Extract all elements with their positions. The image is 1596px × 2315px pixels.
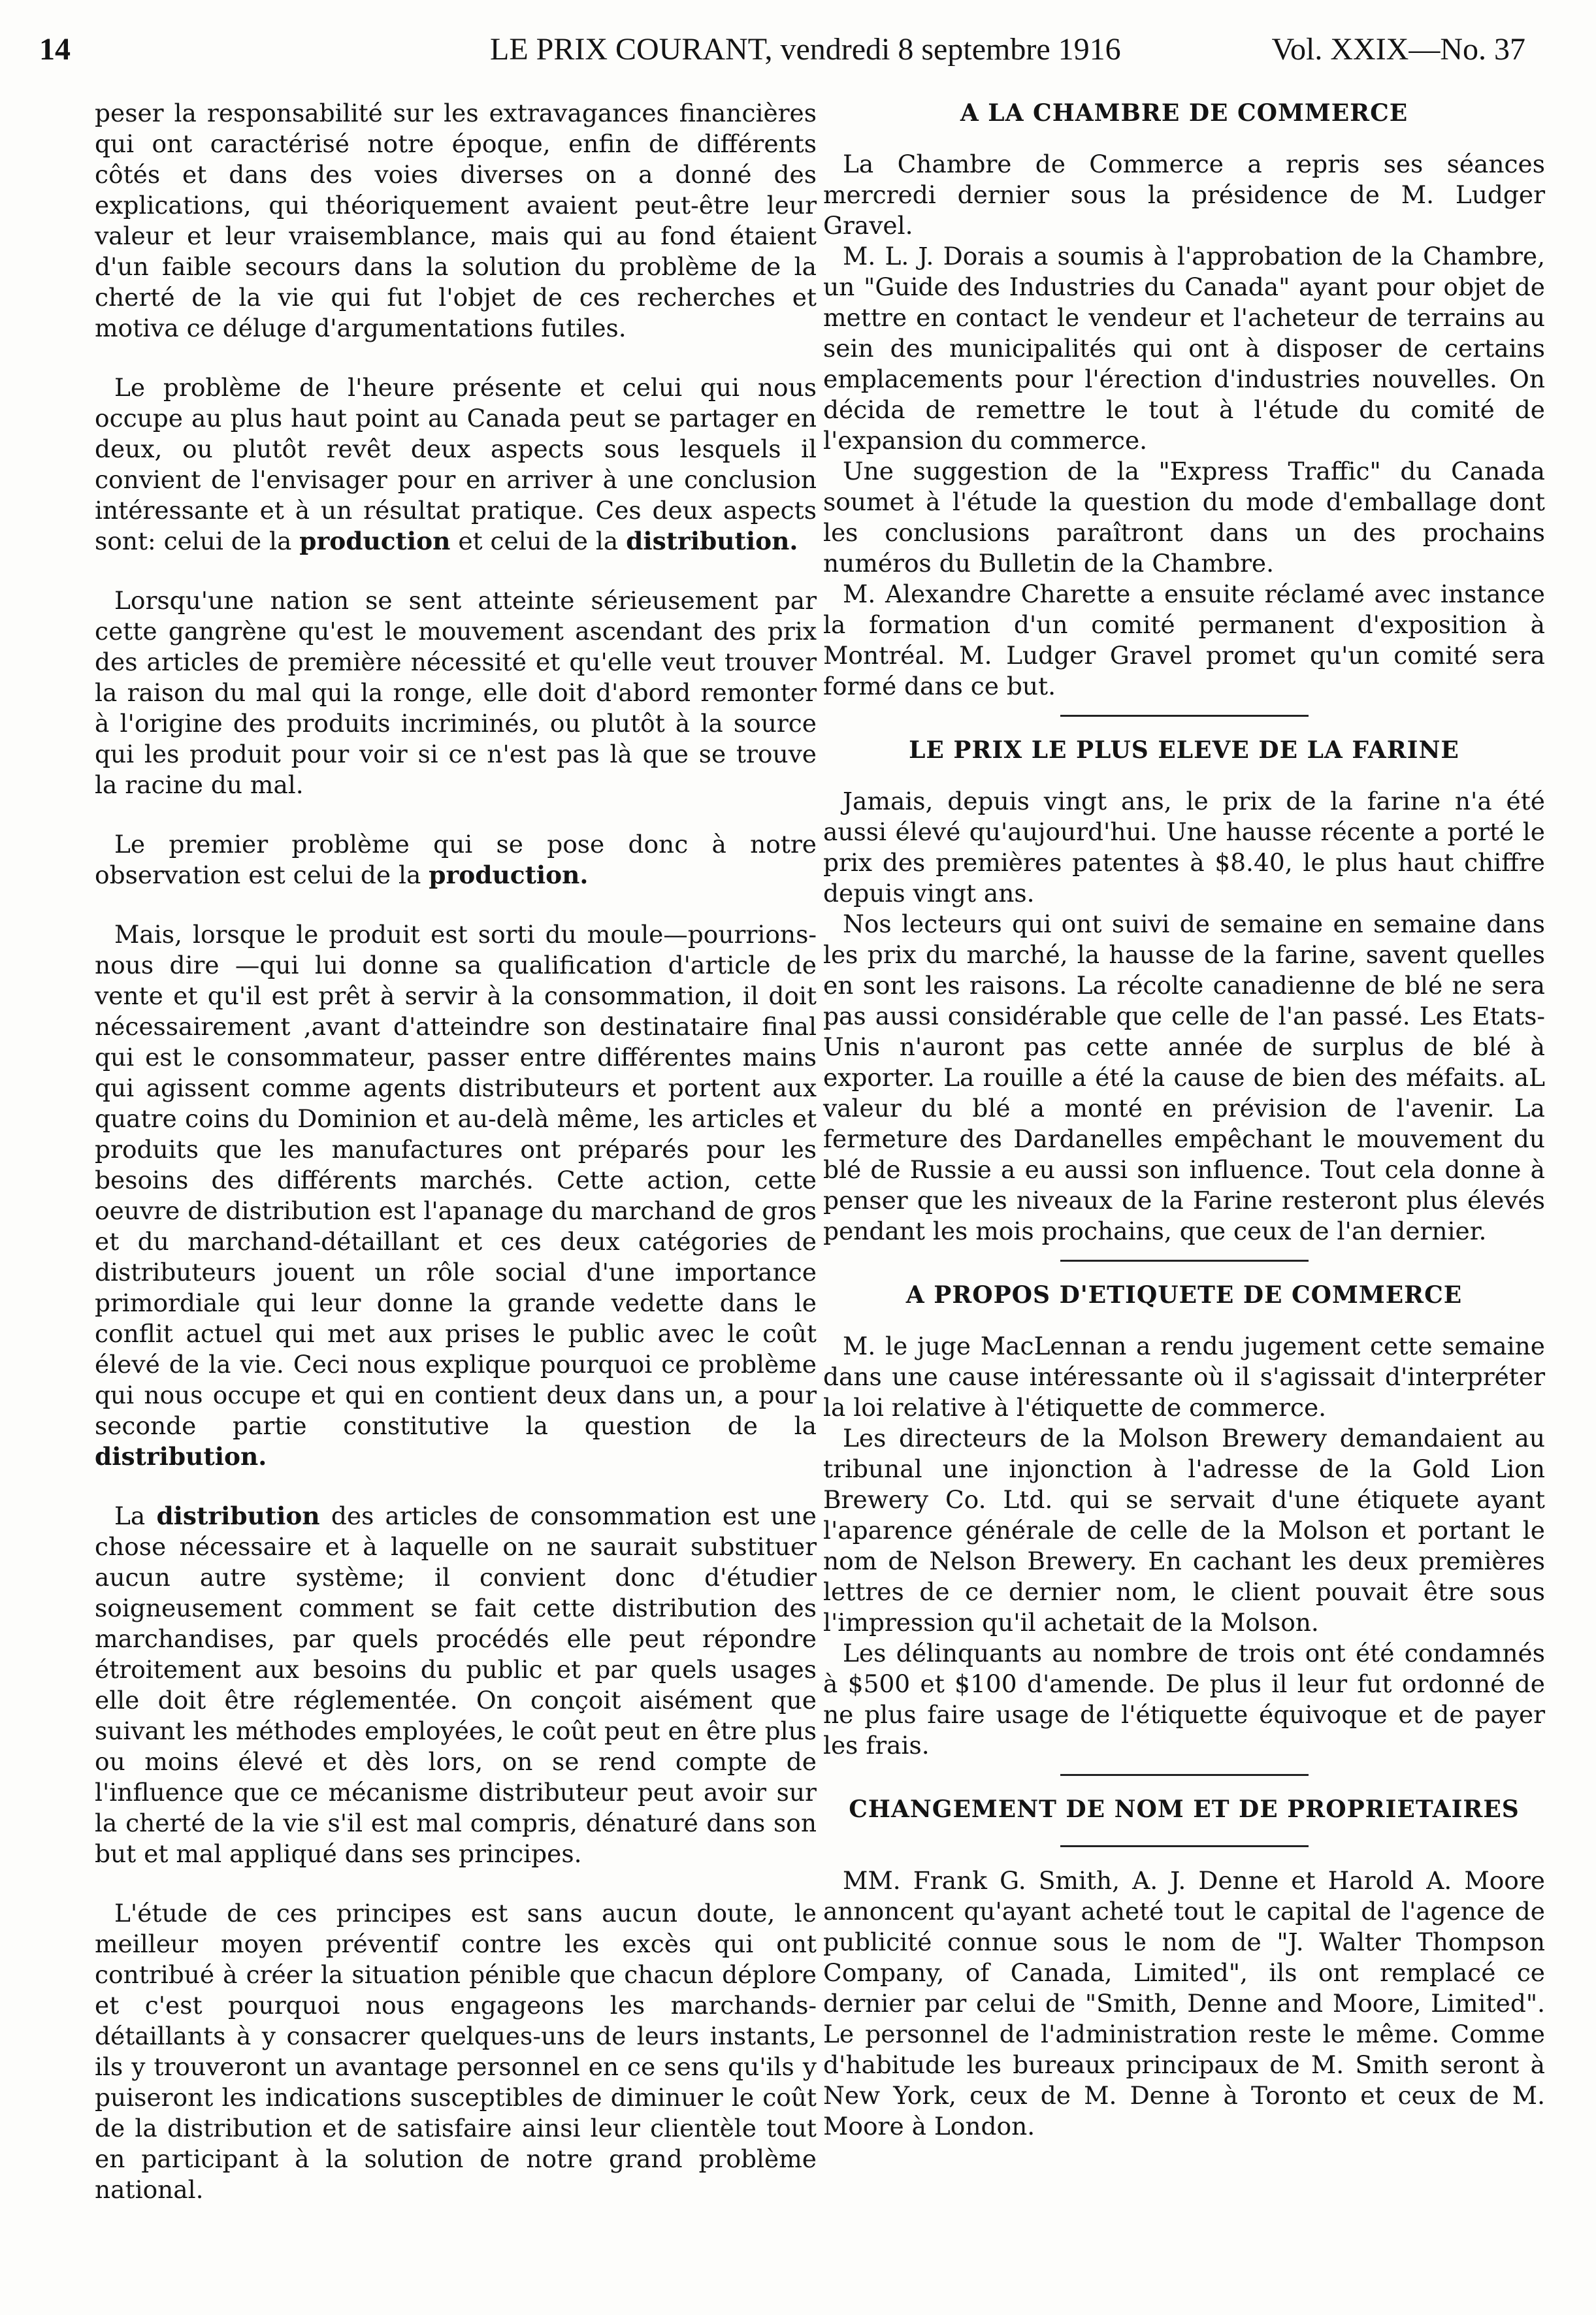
article-paragraph: Le premier problème qui se pose donc à notre observation est celui de la production. — [95, 830, 817, 889]
section-divider — [1060, 1260, 1309, 1262]
article-paragraph: Jamais, depuis vingt ans, le prix de la farine n'a été aussi élevé qu'aujourd'hui. Une hausse récente a porté le prix des premières patentes à $8.40, le plus haut chiffre depuis vingt ans. — [823, 787, 1545, 908]
article-paragraph: La Chambre de Commerce a repris ses séances mercredi dernier sous la présidence de M. Ludger Gravel. — [823, 150, 1545, 240]
section-divider — [1060, 715, 1309, 717]
article-paragraph: MM. Frank G. Smith, A. J. Denne et Harold A. Moore annoncent qu'ayant acheté tout le capital de l'agence de publicité connue sous le nom de "J. Walter Thompson Company, of Canada, Limited", ils ont remplacé ce dernier par celui de "Smith, Denne and Moore, Limited". Le personnel de l'administration reste le même. Comme d'habitude les bureaux principaux de M. Smith seront à New York, ceux de M. Denne à Toronto et ceux de M. Moore à London. — [823, 1866, 1545, 2141]
section-title: A PROPOS D'ETIQUETE DE COMMERCE — [905, 1281, 1463, 1309]
title-underline — [1060, 1845, 1309, 1847]
volume-number: Vol. XXIX—No. 37 — [1271, 32, 1525, 67]
article-paragraph: Mais, lorsque le produit est sorti du moule—pourrions-nous dire —qui lui donne sa qualification d'article de vente et qu'il est prêt à servir à la consommation, il doit nécessairement ,avant d'atteindre son destinataire final qui est le consommateur, passer entre différentes mains qui agissent comme agents distributeurs et portent aux quatre coins du Dominion et au-delà même, les articles et produits que les manufactures ont préparés pour les besoins des différents marchés. Cette action, cette oeuvre de distribution est l'apanage du marchand de gros et du marchand-détaillant et ces deux catégories de distributeurs jouent un rôle social d'une importance primordiale qui leur donne la grande vedette dans le conflit actuel qui met aux prises le public avec le coût élevé de la vie. Ceci nous explique pourquoi ce problème qui nous occupe et qui en contient deux dans un, a pour seconde partie constitutive la question de la distribution. — [95, 920, 817, 1471]
page-number: 14 — [39, 32, 71, 67]
article-paragraph: Une suggestion de la "Express Traffic" du Canada soumet à l'étude la question du mode d'emballage dont les conclusions paraîtront dans un des prochains numéros du Bulletin de la Chambre. — [823, 457, 1545, 578]
article-paragraph: M. L. J. Dorais a soumis à l'approbation de la Chambre, un "Guide des Industries du Canada" ayant pour objet de mettre en contact le vendeur et l'acheteur de terrains au sein des municipalités qui ont à disposer de certains emplacements pour l'érection d'industries nouvelles. On décida de remettre le tout à l'étude du comité de l'expansion du commerce. — [823, 242, 1545, 455]
section-divider — [1060, 1774, 1309, 1776]
article-paragraph: M. le juge MacLennan a rendu jugement cette semaine dans une cause intéressante où il s'agissait d'interpréter la loi relative à l'étiquette de commerce. — [823, 1332, 1545, 1422]
section-title: LE PRIX LE PLUS ELEVE DE LA FARINE — [909, 736, 1459, 764]
section-title: CHANGEMENT DE NOM ET DE PROPRIETAIRES — [849, 1796, 1520, 1823]
article-paragraph: Les délinquants au nombre de trois ont été condamnés à $500 et $100 d'amende. De plus il leur fut ordonné de ne plus faire usage de l'étiquette équivoque et de payer les frais. — [823, 1639, 1545, 1760]
section-changement-nom — [823, 1794, 1545, 2142]
article-paragraph: La distribution des articles de consommation est une chose nécessaire et à laquelle on ne saurait substituer aucun autre système; il convient donc d'étudier soigneusement comment se fait cette distribution des marchandises, par quels procédés elle peut répondre étroitement aux besoins du public et par quels usages elle doit être réglementée. On conçoit aisément que suivant les méthodes employées, le coût peut en être plus ou moins élevé et dès lors, on se rend compte de l'influence que ce mécanisme distributeur peut avoir sur la cherté de la vie s'il est mal compris, dénaturé dans son but et mal appliqué dans ses principes. — [95, 1502, 817, 1868]
section-chambre-commerce — [823, 98, 1545, 702]
section-etiquete-commerce — [823, 1280, 1545, 1761]
article-paragraph: Lorsqu'une nation se sent atteinte sérieusement par cette gangrène qu'est le mouvement ascendant des prix des articles de première nécessité et qu'elle veut trouver la raison du mal qui la ronge, elle doit d'abord remonter à l'origine des produits incriminés, ou plutôt à la source qui les produit pour voir si ce n'est pas là que se trouve la racine du mal. — [95, 586, 817, 799]
article-paragraph: Le problème de l'heure présente et celui qui nous occupe au plus haut point au Canada peut se partager en deux, ou plutôt revêt deux aspects sous lesquels il convient de l'envisager pour en arriver à une conclusion intéressante et à un résultat pratique. Ces deux aspects sont: celui de la production et celui de la distribution. — [95, 373, 817, 555]
right-column — [823, 98, 1545, 2155]
section-prix-farine — [823, 735, 1545, 1247]
article-paragraph: M. Alexandre Charette a ensuite réclamé avec instance la formation d'un comité permanent d'exposition à Montréal. M. Ludger Gravel promet qu'un comité sera formé dans ce but. — [823, 580, 1545, 700]
article-paragraph: L'étude de ces principes est sans aucun doute, le meilleur moyen préventif contre les excès qui ont contribué à créer la situation pénible que chacun déplore et c'est pourquoi nous engageons les marchands-détaillants à y consacrer quelques-uns de leurs instants, ils y trouveront un avantage personnel en ce sens qu'ils y puiseront les indications susceptibles de diminuer le coût de la distribution et de satisfaire ainsi leur clientèle tout en participant à la solution de notre grand problème national. — [95, 1899, 817, 2204]
article-paragraph: Les directeurs de la Molson Brewery demandaient au tribunal une injonction à l'adresse de la Gold Lion Brewery Co. Ltd. qui se servait d'une étiquete ayant l'aparence générale de celle de la Molson et portant le nom de Nelson Brewery. En cachant les deux premières lettres de ce dernier nom, le client pouvait être sous l'impression qu'il achetait de la Molson. — [823, 1424, 1545, 1637]
masthead-title: LE PRIX COURANT, vendredi 8 septembre 1916 — [490, 32, 1121, 67]
page-header — [39, 26, 1525, 72]
left-column — [95, 98, 817, 2234]
article-paragraph: Nos lecteurs qui ont suivi de semaine en semaine dans les prix du marché, la hausse de la farine, savent quelles en sont les raisons. La récolte canadienne de blé ne sera pas aussi considérable que celle de l'an passé. Les Etats-Unis n'auront pas cette année de surplus de blé à exporter. La rouille a été la cause de bien des méfaits. aL valeur du blé a monté en prévision de l'avenir. La fermeture des Dardanelles empêchant le mouvement du blé de Russie a eu aussi son influence. Tout cela donne à penser que les niveaux de la Farine resteront plus élevés pendant les mois prochains, que ceux de l'an dernier. — [823, 910, 1545, 1245]
section-title: A LA CHAMBRE DE COMMERCE — [960, 99, 1409, 127]
article-paragraph: peser la responsabilité sur les extravagances financières qui ont caractérisé notre époque, enfin de différents côtés et dans des voies diverses on a donné des explications, qui théoriquement avaient peut-être leur valeur et leur vraisemblance, mais qui au fond étaient d'un faible secours dans la solution du problème de la cherté de la vie qui fut l'objet de ces recherches et motiva ce déluge d'argumentations futiles. — [95, 99, 817, 342]
